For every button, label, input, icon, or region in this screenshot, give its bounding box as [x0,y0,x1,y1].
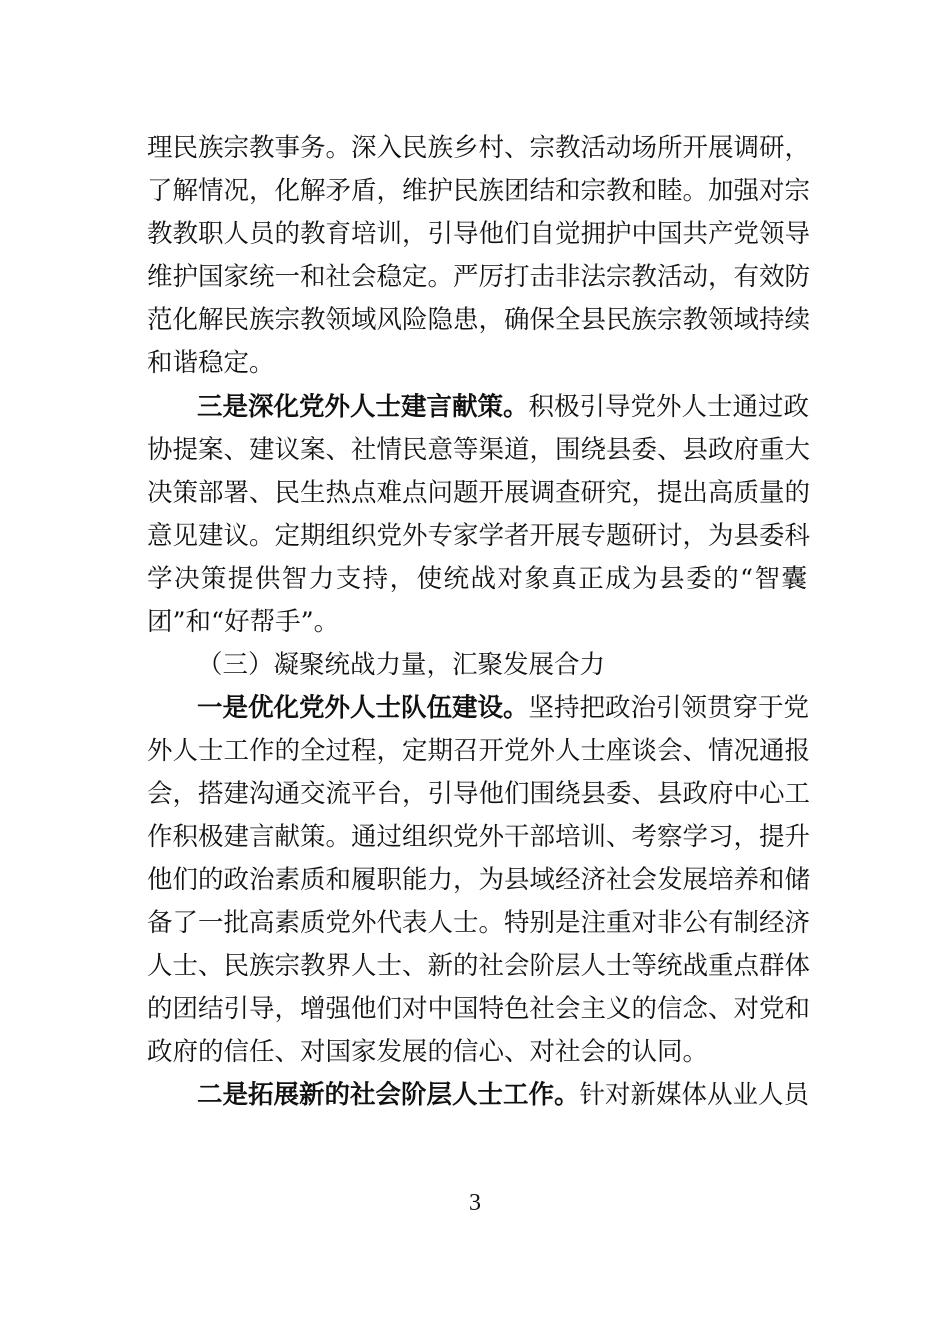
section-heading [197,647,807,683]
paragraph-lead-bold: 一是优化党外人士队伍建设。 [197,693,529,723]
body-line-11 [147,561,807,597]
body-line-15 [147,733,811,769]
paragraph-lead-bold: 二是拓展新的社会阶层人士工作。 [197,1080,580,1110]
body-line-2 [147,173,811,209]
line-text: 和谐稳定。 [147,348,275,378]
body-line-20 [147,948,811,984]
paragraph-lead-bold: 三是深化党外人士建言献策。 [197,392,529,422]
line-text: 了解情况，化解矛盾，维护民族团结和宗教和睦。加强对宗 [147,176,811,206]
body-line-19 [147,905,811,941]
line-text: 会，搭建沟通交流平台，引导他们围绕县委、县政府中心工 [147,779,811,809]
line-text: 外人士工作的全过程，定期召开党外人士座谈会、情况通报 [147,736,811,766]
body-line-12 [147,604,807,640]
line-text: 备了一批高素质党外代表人士。特别是注重对非公有制经济 [147,908,811,938]
line-text: 人士、民族宗教界人士、新的社会阶层人士等统战重点群体 [147,951,811,981]
line-text: 教教职人员的教育培训，引导他们自觉拥护中国共产党领导 [147,219,811,249]
body-line-10 [147,518,811,554]
body-line-8 [147,432,811,468]
line-text: 学决策提供智力支持，使统战对象真正成为县委的“智囊 [147,564,807,594]
body-line-16 [147,776,811,812]
body-line-4 [147,259,811,295]
body-line-5 [147,302,811,338]
body-line-22 [147,1034,807,1070]
page-number: 3 [469,1190,481,1216]
body-line-9 [147,475,811,511]
body-line-21 [147,991,811,1027]
body-line-3 [147,216,811,252]
paragraph-lead-line [197,690,810,726]
body-line-17 [147,819,811,855]
body-line-6 [147,345,807,381]
line-text: 作积极建言献策。通过组织党外干部培训、考察学习，提升 [147,822,811,852]
line-text: 积极引导党外人士通过政 [528,392,810,422]
paragraph-lead-line [197,389,810,425]
line-text: （三）凝聚统战力量，汇聚发展合力 [197,650,606,680]
line-text: 坚持把政治引领贯穿于党 [528,693,810,723]
line-text: 的团结引导，增强他们对中国特色社会主义的信念、对党和 [147,994,811,1024]
line-text: 团”和“好帮手”。 [147,607,340,637]
line-text: 他们的政治素质和履职能力，为县域经济社会发展培养和储 [147,865,811,895]
paragraph-lead-line [197,1077,810,1113]
line-text: 针对新媒体从业人员 [579,1080,810,1110]
body-line-1 [147,130,811,166]
line-text: 范化解民族宗教领域风险隐患，确保全县民族宗教领域持续 [147,305,811,335]
line-text: 维护国家统一和社会稳定。严厉打击非法宗教活动，有效防 [147,262,811,292]
line-text: 理民族宗教事务。深入民族乡村、宗教活动场所开展调研， [147,133,811,163]
line-text: 政府的信任、对国家发展的信心、对社会的认同。 [147,1037,709,1067]
line-text: 协提案、建议案、社情民意等渠道，围绕县委、县政府重大 [147,435,811,465]
body-line-18 [147,862,811,898]
line-text: 决策部署、民生热点难点问题开展调查研究，提出高质量的 [147,478,811,508]
line-text: 意见建议。定期组织党外专家学者开展专题研讨，为县委科 [147,521,811,551]
